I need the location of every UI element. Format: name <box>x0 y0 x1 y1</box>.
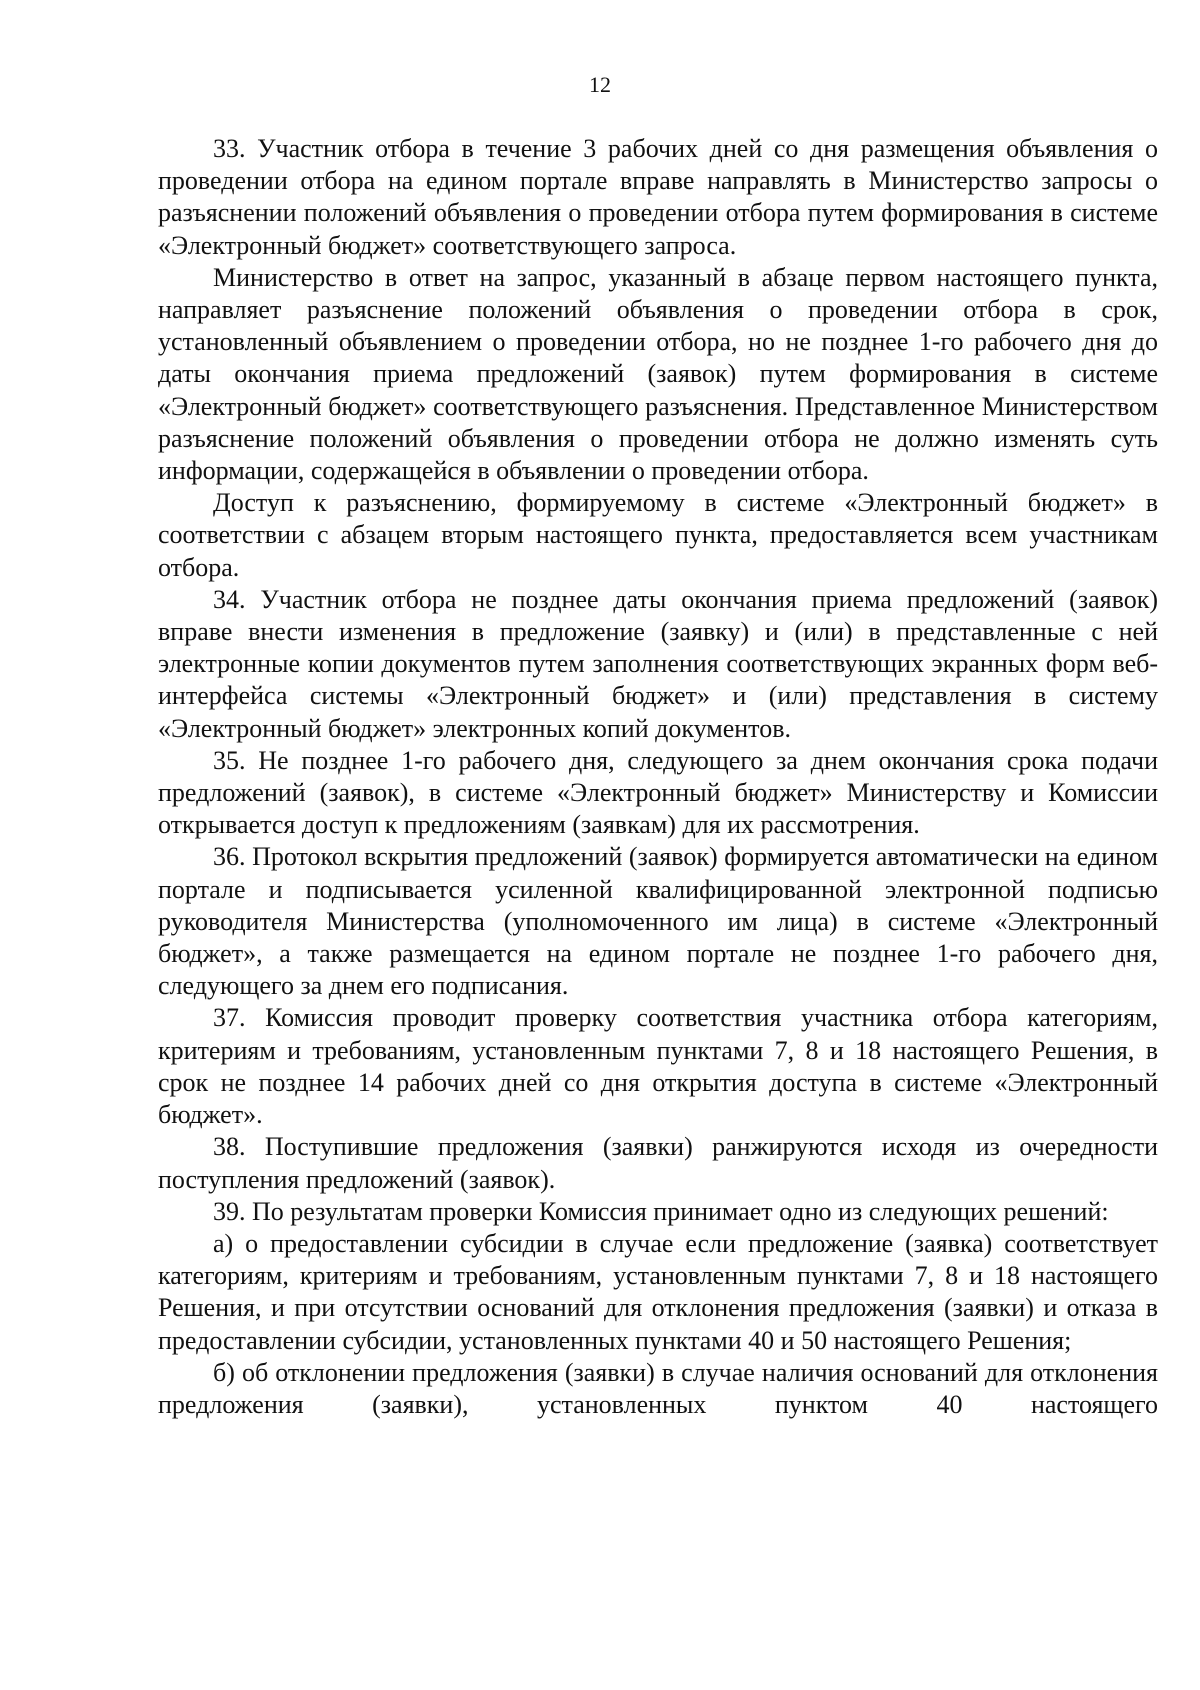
paragraph-39-item-b: б) об отклонении предложения (заявки) в случае наличия оснований для отклонения предложения (заявки), установленных пунктом 40 настоящего <box>158 1357 1158 1419</box>
paragraph-39: 39. По результатам проверки Комиссия принимает одно из следующих решений: <box>213 1196 1109 1226</box>
paragraph-37: 37. Комиссия проводит проверку соответствия участника отбора категориям, критериям и требованиям, установленным пунктами 7, 8 и 18 настоящего Решения, в срок не позднее 14 рабочих дней со дня открытия доступа в системе «Электронный бюджет». <box>158 1003 1158 1130</box>
paragraph-38: 38. Поступившие предложения (заявки) ранжируются исходя из очередности поступления предложений (заявок). <box>158 1132 1158 1194</box>
page-number: 12 <box>589 72 611 97</box>
paragraph-33-abzac-2: Министерство в ответ на запрос, указанный в абзаце первом настоящего пункта, направляет разъяснение положений объявления о проведении отбора в срок, установленный объявлением о проведении отбора, но не позднее 1-го рабочего дня до даты окончания приема предложений (заявок) путем формирования в системе «Электронный бюджет» соответствующего разъяснения. Представленное Министерством разъяснение положений объявления о проведении отбора не должно изменять суть информации, содержащейся в объявлении о проведении отбора. <box>158 262 1158 486</box>
paragraph-33: 33. Участник отбора в течение 3 рабочих дней со дня размещения объявления о проведении отбора на едином портале вправе направлять в Министерство запросы о разъяснении положений объявления о проведении отбора путем формирования в системе «Электронный бюджет» соответствующего запроса. <box>158 134 1158 260</box>
document-body <box>158 133 1158 1421</box>
paragraph-39-item-a: а) о предоставлении субсидии в случае если предложение (заявка) соответствует категориям, критериям и требованиям, установленным пунктами 7, 8 и 18 настоящего Решения, и при отсутствии оснований для отклонения предложения (заявки) и отказа в предоставлении субсидии, установленных пунктами 40 и 50 настоящего Решения; <box>158 1228 1158 1355</box>
paragraph-34: 34. Участник отбора не позднее даты окончания приема предложений (заявок) вправе внести изменения в предложение (заявку) и (или) в представленные с ней электронные копии документов путем заполнения соответствующих экранных форм веб-интерфейса системы «Электронный бюджет» и (или) представления в систему «Электронный бюджет» электронных копий документов. <box>158 584 1158 743</box>
paragraph-36: 36. Протокол вскрытия предложений (заявок) формируется автоматически на едином портале и подписывается усиленной квалифицированной электронной подписью руководителя Министерства (уполномоченного им лица) в системе «Электронный бюджет», а также размещается на едином портале не позднее 1-го рабочего дня, следующего за днем его подписания. <box>158 842 1158 1001</box>
paragraph-33-abzac-3: Доступ к разъяснению, формируемому в системе «Электронный бюджет» в соответствии с абзацем вторым настоящего пункта, предоставляется всем участникам отбора. <box>158 488 1158 582</box>
paragraph-35: 35. Не позднее 1-го рабочего дня, следующего за днем окончания срока подачи предложений (заявок), в системе «Электронный бюджет» Министерству и Комиссии открывается доступ к предложениям (заявкам) для их рассмотрения. <box>158 745 1158 840</box>
